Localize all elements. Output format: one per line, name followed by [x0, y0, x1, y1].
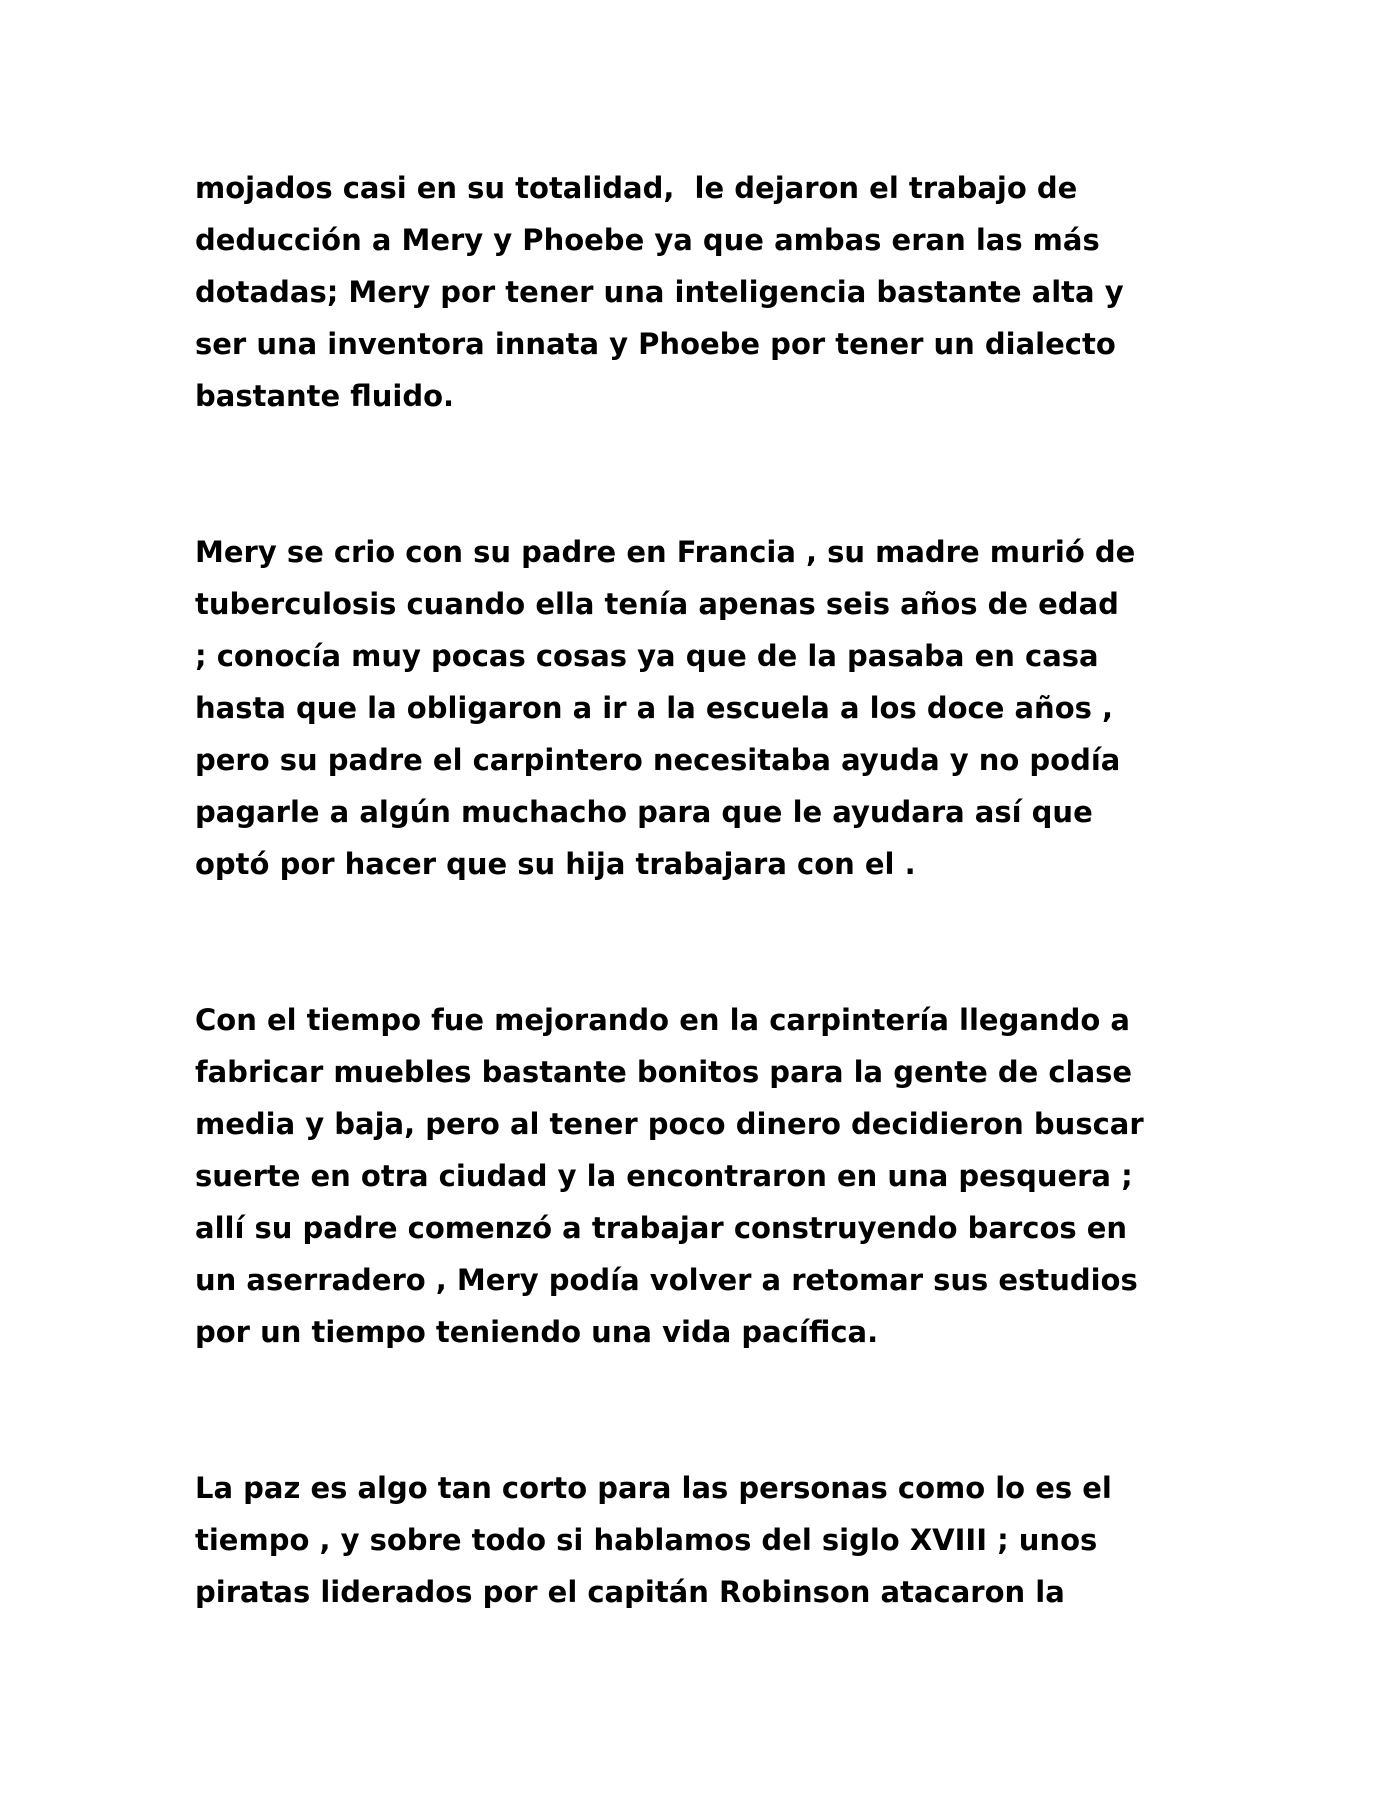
- text-line: pero su padre el carpintero necesitaba ayuda y no podía: [195, 743, 1121, 777]
- text-line: deducción a Mery y Phoebe ya que ambas eran las más: [195, 223, 1100, 257]
- paragraph-gap: [195, 890, 1225, 994]
- text-line: piratas liderados por el capitán Robinson atacaron la: [195, 1575, 1065, 1609]
- text-line: un aserradero , Mery podía volver a retomar sus estudios: [195, 1263, 1138, 1297]
- text-line: hasta que la obligaron a ir a la escuela a los doce años ,: [195, 691, 1113, 725]
- paragraph-gap: [195, 422, 1225, 526]
- paragraph-2: [195, 526, 1225, 890]
- text-line: pagarle a algún muchacho para que le ayudara así que: [195, 795, 1093, 829]
- text-line: Mery se crio con su padre en Francia , su madre murió de: [195, 535, 1136, 569]
- text-line: ; conocía muy pocas cosas ya que de la pasaba en casa: [195, 639, 1099, 673]
- text-line: mojados casi en su totalidad, le dejaron el trabajo de: [195, 171, 1078, 205]
- text-line: dotadas; Mery por tener una inteligencia bastante alta y: [195, 275, 1124, 309]
- text-line: por un tiempo teniendo una vida pacífica.: [195, 1315, 879, 1349]
- text-line: bastante fluido.: [195, 379, 455, 413]
- text-line: media y baja, pero al tener poco dinero decidieron buscar: [195, 1107, 1144, 1141]
- text-line: tiempo , y sobre todo si hablamos del siglo XVIII ; unos: [195, 1523, 1098, 1557]
- text-line: Con el tiempo fue mejorando en la carpintería llegando a: [195, 1003, 1130, 1037]
- text-line: optó por hacer que su hija trabajara con el .: [195, 847, 916, 881]
- text-line: suerte en otra ciudad y la encontraron en una pesquera ;: [195, 1159, 1133, 1193]
- text-line: La paz es algo tan corto para las personas como lo es el: [195, 1471, 1112, 1505]
- text-line: allí su padre comenzó a trabajar construyendo barcos en: [195, 1211, 1128, 1245]
- body-text: [195, 162, 1225, 1618]
- text-line: tuberculosis cuando ella tenía apenas seis años de edad: [195, 587, 1119, 621]
- paragraph-gap: [195, 1358, 1225, 1462]
- text-line: fabricar muebles bastante bonitos para la gente de clase: [195, 1055, 1133, 1089]
- paragraph-1: [195, 162, 1225, 422]
- paragraph-4: [195, 1462, 1225, 1618]
- text-line: ser una inventora innata y Phoebe por tener un dialecto: [195, 327, 1116, 361]
- paragraph-3: [195, 994, 1225, 1358]
